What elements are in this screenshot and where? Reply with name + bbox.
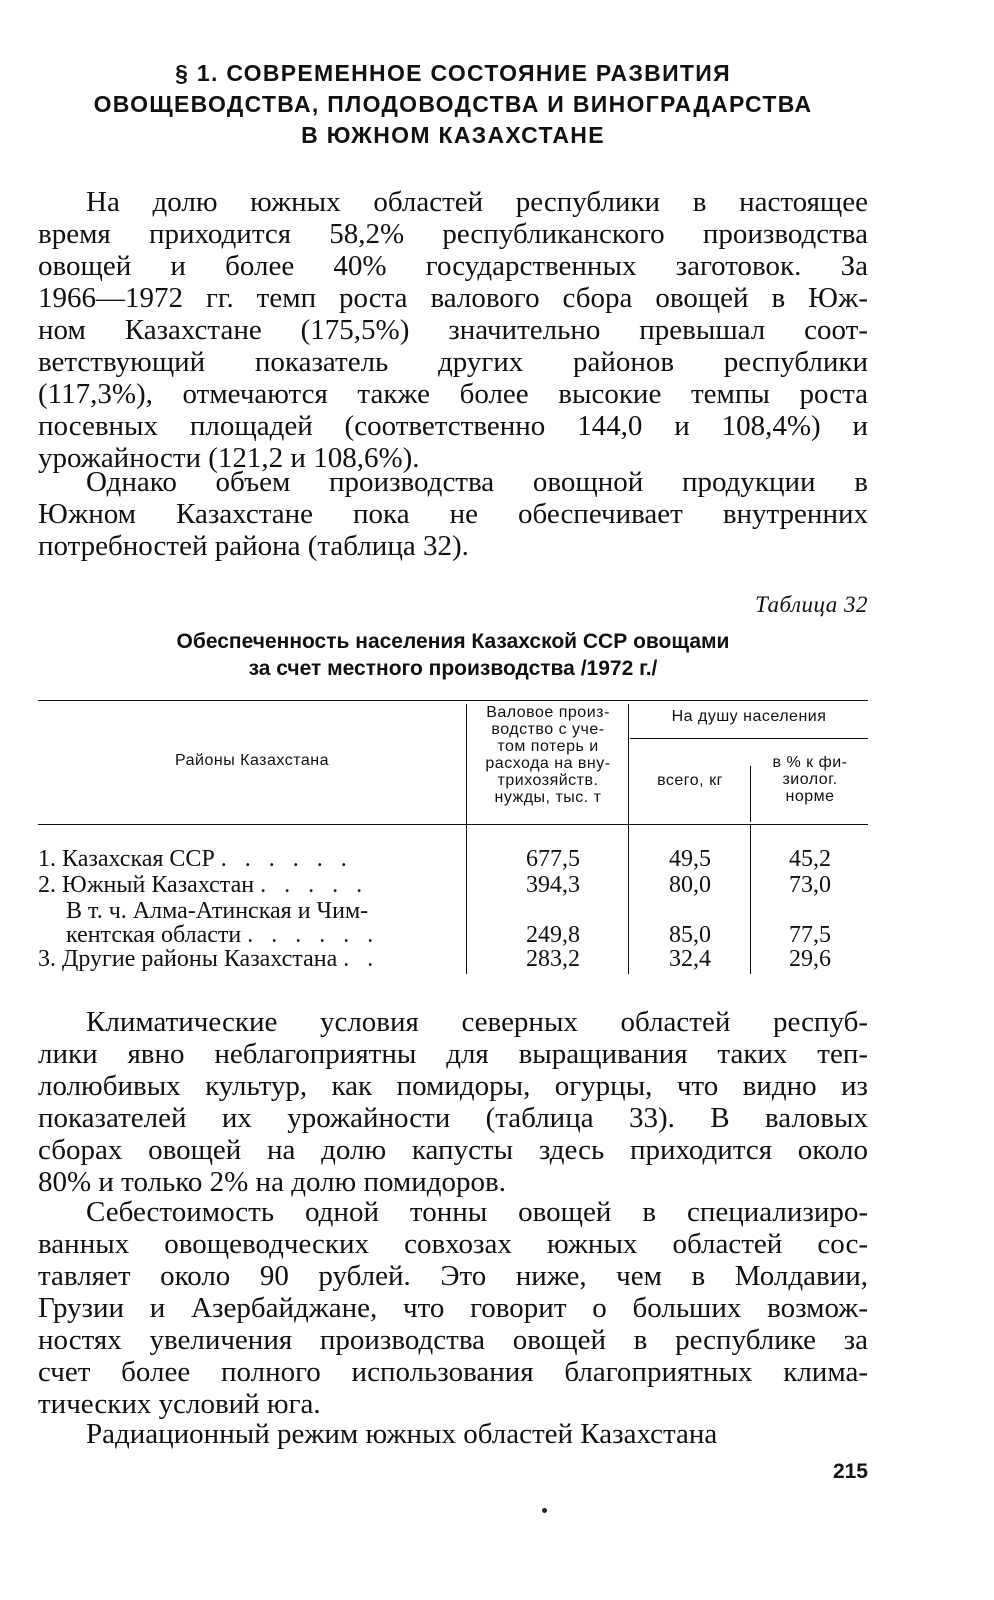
header-percent-line: норме xyxy=(785,788,835,805)
text-line: сборах овощей на долю капусты здесь приходится около xyxy=(38,1134,868,1166)
text-line: Грузии и Азербайджане, что говорит о больших возмож- xyxy=(38,1292,868,1324)
header-total: всего, кг xyxy=(657,772,723,789)
paragraph-2 xyxy=(38,466,868,562)
cell-gross: 249,8 xyxy=(526,922,580,948)
text-line: тавляет около 90 рублей. Это ниже, чем в Молдавии, xyxy=(38,1260,868,1292)
cell-total: 80,0 xyxy=(669,872,711,898)
cell-percent: 29,6 xyxy=(789,946,831,972)
text-line: ванных овощеводческих совхозах южных областей сос- xyxy=(38,1228,868,1260)
table-title-line: за счет местного производства /1972 г./ xyxy=(248,657,658,680)
text-line: 1966—1972 гг. темп роста валового сбора овощей в Юж- xyxy=(38,282,868,314)
header-gross-line: водство с уче- xyxy=(491,721,605,738)
text-line: Однако объем производства овощной продукции в xyxy=(86,466,868,498)
table-caption: Таблица 32 xyxy=(754,592,868,617)
text-line: На долю южных областей республики в настоящее xyxy=(86,186,868,218)
row-name: 1. Казахская ССР xyxy=(38,846,215,872)
page-number: 215 xyxy=(832,1460,868,1483)
header-bottom-rule xyxy=(38,824,868,825)
header-gross-line: нужды, тыс. т xyxy=(494,789,602,806)
heading-line: В ЮЖНОМ КАЗАХСТАНЕ xyxy=(301,122,605,148)
text-line: лики явно неблагоприятны для выращивания таких теп- xyxy=(38,1038,868,1070)
table-title-line: Обеспеченность населения Казахской ССР овощами xyxy=(176,630,730,653)
column-divider xyxy=(750,766,751,822)
cell-percent: 77,5 xyxy=(789,922,831,948)
row-label xyxy=(38,922,476,948)
heading-line: § 1. СОВРЕМЕННОЕ СОСТОЯНИЕ РАЗВИТИЯ xyxy=(175,60,731,86)
text-line: Радиационный режим южных областей Казахстана xyxy=(86,1418,718,1450)
table-top-rule xyxy=(38,700,868,701)
paragraph-4 xyxy=(38,1196,868,1420)
table-title xyxy=(38,628,868,682)
section-heading xyxy=(38,58,868,151)
header-gross xyxy=(468,704,628,806)
text-line: лолюбивых культур, как помидоры, огурцы, что видно из xyxy=(38,1070,868,1102)
table-row xyxy=(38,922,868,948)
header-gross-line: том потерь и xyxy=(497,738,599,755)
heading-line: ОВОЩЕВОДСТВА, ПЛОДОВОДСТВА И ВИНОГРАДАРСТВА xyxy=(93,91,813,117)
text-line: счет более полного использования благоприятных клима- xyxy=(38,1356,868,1388)
text-line: ветствующий показатель других районов республики xyxy=(38,346,868,378)
table-row xyxy=(38,946,868,972)
row-name: 2. Южный Казахстан xyxy=(38,872,255,898)
text-line: время приходится 58,2% республиканского производства xyxy=(38,218,868,250)
leader-dots: . . . . . . xyxy=(247,922,380,948)
text-line: урожайности (121,2 и 108,6%). xyxy=(38,442,420,474)
leader-dots: . . . . . . xyxy=(220,846,353,872)
cell-percent: 45,2 xyxy=(789,846,831,872)
text-line: ном Казахстане (175,5%) значительно превышал соот- xyxy=(38,314,868,346)
table-row xyxy=(38,872,868,898)
print-speck xyxy=(542,1508,547,1513)
cell-gross: 394,3 xyxy=(526,872,580,898)
text-line: посевных площадей (соответственно 144,0 и 108,4%) и xyxy=(38,410,868,442)
table-row xyxy=(38,846,868,872)
leader-dots: . . . . . xyxy=(260,872,369,898)
text-line: ностях увеличения производства овощей в республике за xyxy=(38,1324,868,1356)
header-percent xyxy=(752,754,868,805)
text-line: 80% и только 2% на долю помидоров. xyxy=(38,1166,506,1198)
paragraph-5 xyxy=(38,1418,868,1450)
row-label xyxy=(38,846,448,872)
cell-gross: 283,2 xyxy=(526,946,580,972)
paragraph-3 xyxy=(38,1006,868,1198)
text-line: Себестоимость одной тонны овощей в специализиро- xyxy=(86,1196,868,1228)
header-percent-line: в % к фи- xyxy=(772,754,848,771)
data-table xyxy=(38,700,868,980)
row-label xyxy=(38,872,448,898)
cell-total: 32,4 xyxy=(669,946,711,972)
row-label xyxy=(38,946,448,972)
cell-total: 49,5 xyxy=(669,846,711,872)
header-gross-line: расхода на вну- xyxy=(485,755,611,772)
text-line: потребностей района (таблица 32). xyxy=(38,530,469,562)
leader-dots: . . xyxy=(343,946,380,972)
text-line: тических условий юга. xyxy=(38,1388,321,1420)
header-gross-line: Валовое произ- xyxy=(486,704,610,721)
text-line: показателей их урожайности (таблица 33). В валовых xyxy=(38,1102,868,1134)
text-line: (117,3%), отмечаются также более высокие темпы роста xyxy=(38,378,868,410)
header-gross-line: трихозяйств. xyxy=(497,772,599,789)
cell-gross: 677,5 xyxy=(526,846,580,872)
header-percent-line: зиолог. xyxy=(782,771,838,788)
paragraph-1 xyxy=(38,186,868,474)
cell-total: 85,0 xyxy=(669,922,711,948)
row-name: В т. ч. Алма-Атинская и Чим- xyxy=(66,898,369,924)
text-line: Южном Казахстане пока не обеспечивает внутренних xyxy=(38,498,868,530)
table-row xyxy=(38,898,868,924)
row-label xyxy=(38,898,476,924)
row-name: кентская области xyxy=(66,922,242,948)
cell-percent: 73,0 xyxy=(789,872,831,898)
text-line: Климатические условия северных областей респуб- xyxy=(86,1006,868,1038)
row-name: 3. Другие районы Казахстана xyxy=(38,946,338,972)
text-line: овощей и более 40% государственных заготовок. За xyxy=(38,250,868,282)
header-regions: Районы Казахстана xyxy=(174,752,330,769)
header-per-capita: На душу населения xyxy=(671,708,827,725)
header-subrule xyxy=(630,738,868,739)
